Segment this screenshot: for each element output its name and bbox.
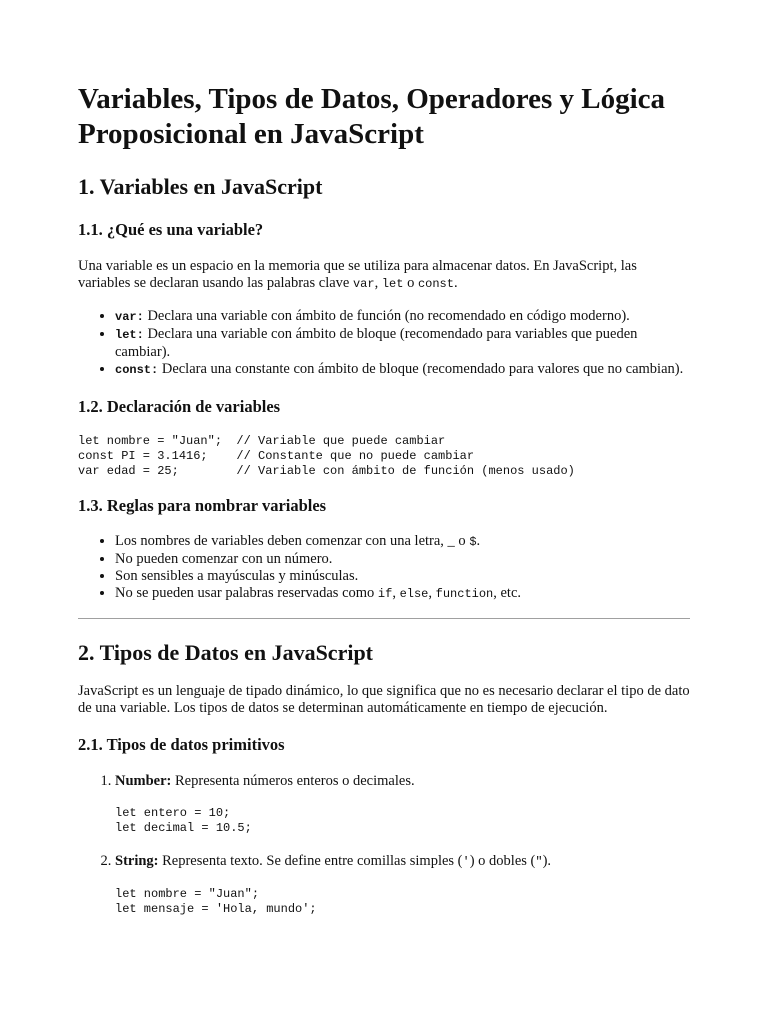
code-block-number: let entero = 10; let decimal = 10.5; [115, 806, 252, 835]
list-item-text: Declara una variable con ámbito de bloque (recomendado para variables que pueden cambiar). [115, 326, 638, 360]
document-title: Variables, Tipos de Datos, Operadores y Lógica Proposicional en JavaScript [78, 83, 666, 150]
list-item-label: String: [115, 853, 159, 869]
period: . [453, 275, 458, 291]
list-item-number [115, 773, 690, 836]
list-item-text: No se pueden usar palabras reservadas como [115, 585, 378, 601]
subsection-2-1-heading: 2.1. Tipos de datos primitivos [78, 735, 285, 754]
list-item-code: const: [115, 363, 159, 377]
list-item-code: $ [469, 535, 477, 549]
section-1-heading: 1. Variables en JavaScript [78, 174, 323, 199]
keyword-var: var [352, 277, 375, 291]
list-item-code: else [399, 587, 429, 601]
list-item [115, 585, 690, 603]
keyword-const: const [417, 277, 454, 291]
list-item-text: , etc. [493, 585, 522, 601]
separator: , [374, 275, 382, 291]
code-block-declaracion: let nombre = "Juan"; // Variable que puede cambiar const PI = 3.1416; // Constante que no puede cambiar var edad = 25; // Variable con ámbito de función (menos usado) [78, 434, 575, 478]
section-divider [78, 618, 690, 619]
list-item: • No pueden comenzar con un número. [115, 551, 690, 568]
subsection-1-1-paragraph [78, 258, 690, 293]
separator: , [428, 585, 436, 601]
list-item-label: Number: [115, 773, 172, 789]
subsection-1-2-heading: 1.2. Declaración de variables [78, 397, 281, 416]
list-item: • Son sensibles a mayúsculas y minúsculas. [115, 568, 690, 585]
list-item [115, 326, 690, 361]
keyword-list [78, 308, 690, 379]
code-block-string: let nombre = "Juan"; let mensaje = 'Hola, mundo'; [115, 887, 317, 916]
naming-rules-list [78, 533, 690, 603]
list-item-code: function [435, 587, 494, 601]
primitive-types-list [78, 773, 690, 917]
double-quote-code: " [535, 855, 543, 869]
list-item [115, 361, 690, 379]
list-item-text: ) o dobles ( [469, 853, 536, 869]
list-item-text: Representa números enteros o decimales. [171, 773, 415, 789]
period: . [476, 533, 481, 549]
section-2-heading: 2. Tipos de Datos en JavaScript [78, 640, 374, 665]
list-item [115, 533, 690, 551]
list-item-code: if [377, 587, 393, 601]
list-item [115, 308, 690, 326]
section-2-paragraph: JavaScript es un lenguaje de tipado dinámico, lo que significa que no es necesario declarar el tipo de dato de una variable. Los tipos de datos se determinan automáticamente en tiempo de ejecución. [78, 683, 690, 716]
list-item-text: ). [542, 853, 552, 869]
list-item-string [115, 853, 690, 917]
single-quote-code: ' [462, 855, 470, 869]
subsection-1-3-heading: 1.3. Reglas para nombrar variables [78, 496, 327, 515]
separator: o [403, 275, 418, 291]
list-item-code: var: [115, 310, 144, 324]
keyword-let: let [381, 277, 404, 291]
separator: , [392, 585, 400, 601]
subsection-1-1-heading: 1.1. ¿Qué es una variable? [78, 220, 264, 239]
list-item-text: Declara una variable con ámbito de función (no recomendado en código moderno). [143, 308, 630, 324]
list-item-text: Declara una constante con ámbito de bloque (recomendado para valores que no cambian). [158, 361, 684, 377]
list-item-text: Representa texto. Se define entre comillas simples ( [158, 853, 463, 869]
list-item-text: Los nombres de variables deben comenzar con una letra, _ o [115, 533, 470, 549]
paragraph-text: Una variable es un espacio en la memoria que se utiliza para almacenar datos. En JavaScript, las variables se declaran usando las palabras clave [78, 258, 637, 291]
list-item-code: let: [115, 328, 144, 342]
